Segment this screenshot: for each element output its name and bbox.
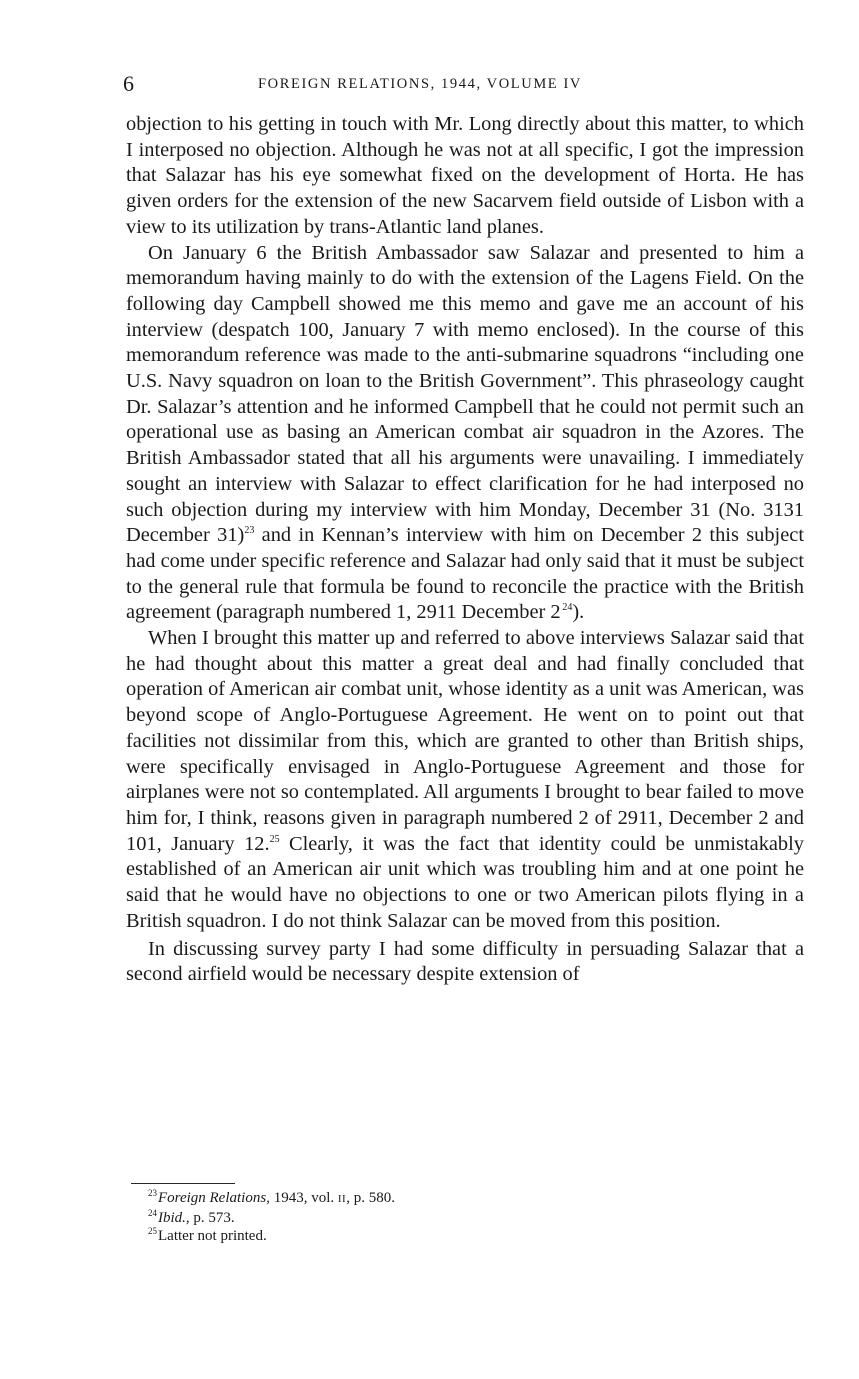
footnote-ref-24: 24: [562, 602, 573, 614]
footnote-title: Foreign Relations,: [158, 1190, 270, 1206]
body-text: [126, 112, 804, 988]
paragraph-3: [126, 626, 804, 934]
footnote-text: p. 573.: [189, 1209, 235, 1226]
footnote-text: Latter not printed.: [158, 1228, 267, 1244]
page-number: 6: [123, 71, 134, 96]
paragraph-3-text-b: Clearly, it was the fact that identity could be unmistakably established of an American air unit which was troubling him and at one point he said that he would have no objections to one or two American pilots flying in a British squadron. I do not think Salazar can be moved from this position.: [126, 832, 804, 932]
paragraph-2-text-b: and in Kennan’s interview with him on December 2 this subject had come under specific reference and Salazar had only said that it must be subject to the general rule that formula be found to reconcile the practice with the British agreement (paragraph numbered 1, 2911 December 2: [126, 524, 804, 624]
footnote-ref-23: 23: [244, 525, 255, 537]
footnote-mark: 23: [148, 1188, 157, 1198]
footnote-volume: II: [337, 1193, 347, 1205]
paragraph-4: In discussing survey party I had some difficulty in persuading Salazar that a second airfield would be necessary despite extension of: [126, 937, 804, 986]
paragraph-1: objection to his getting in touch with Mr. Long directly about this matter, to which I interposed no objection. Although he was not at all specific, I got the impression that Salazar has his eye somewhat fixed on the development of Horta. He has given orders for the extension of the new Sacarvem field outside of Lisbon with a view to its utilization by trans-Atlantic land planes.: [126, 113, 804, 238]
footnote-text: , p. 580.: [346, 1190, 395, 1206]
footnote-25: [148, 1227, 748, 1246]
footnote-23: [148, 1189, 748, 1209]
footnote-mark: 25: [148, 1226, 157, 1236]
paragraph-3-text-a: When I brought this matter up and referred to above interviews Salazar said that he had thought about this matter a great deal and had finally concluded that operation of American air combat unit, whose identity as a unit was American, was beyond scope of Anglo-Portuguese Agreement. He went on to point out that facilities not dissimilar from this, which are granted to other than British ships, were specifically envisaged in Anglo-Portuguese Agreement and those for airplanes were not so contemplated. All arguments I brought to bear failed to move him for, I think, reasons given in paragraph numbered 2 of 2911, December 2 and 101, January 12.: [126, 627, 804, 855]
paragraph-2-text-a: On January 6 the British Ambassador saw Salazar and presented to him a memorandum having mainly to do with the extension of the Lagens Field. On the following day Campbell showed me this memo and gave me an account of his interview (despatch 100, January 7 with memo enclosed). In the course of this memorandum reference was made to the anti-submarine squadrons “including one U.S. Navy squadron on loan to the British Government”. This phraseology caught Dr. Salazar’s attention and he informed Campbell that he could not permit such an operational use as basing an American combat air squadron in the Azores. The British Ambassador stated that all his arguments were unavailing. I immediately sought an interview with Salazar to effect clarification for he had interposed no such objection during my interview with him Monday, December 31 (No. 3131 December 31): [126, 241, 804, 547]
footnote-24: [148, 1209, 748, 1228]
running-head: [123, 70, 803, 98]
footnote-ref-25: 25: [269, 833, 280, 845]
paragraph-2-text-c: ).: [572, 601, 585, 624]
footnote-mark: 24: [148, 1207, 157, 1218]
running-title: FOREIGN RELATIONS, 1944, VOLUME IV: [258, 76, 582, 92]
footnote-title: Ibid.,: [158, 1209, 190, 1226]
footnotes: [148, 1189, 748, 1246]
footnote-text: 1943, vol.: [269, 1190, 338, 1206]
footnote-divider: [131, 1183, 235, 1184]
paragraph-2: [126, 241, 804, 627]
